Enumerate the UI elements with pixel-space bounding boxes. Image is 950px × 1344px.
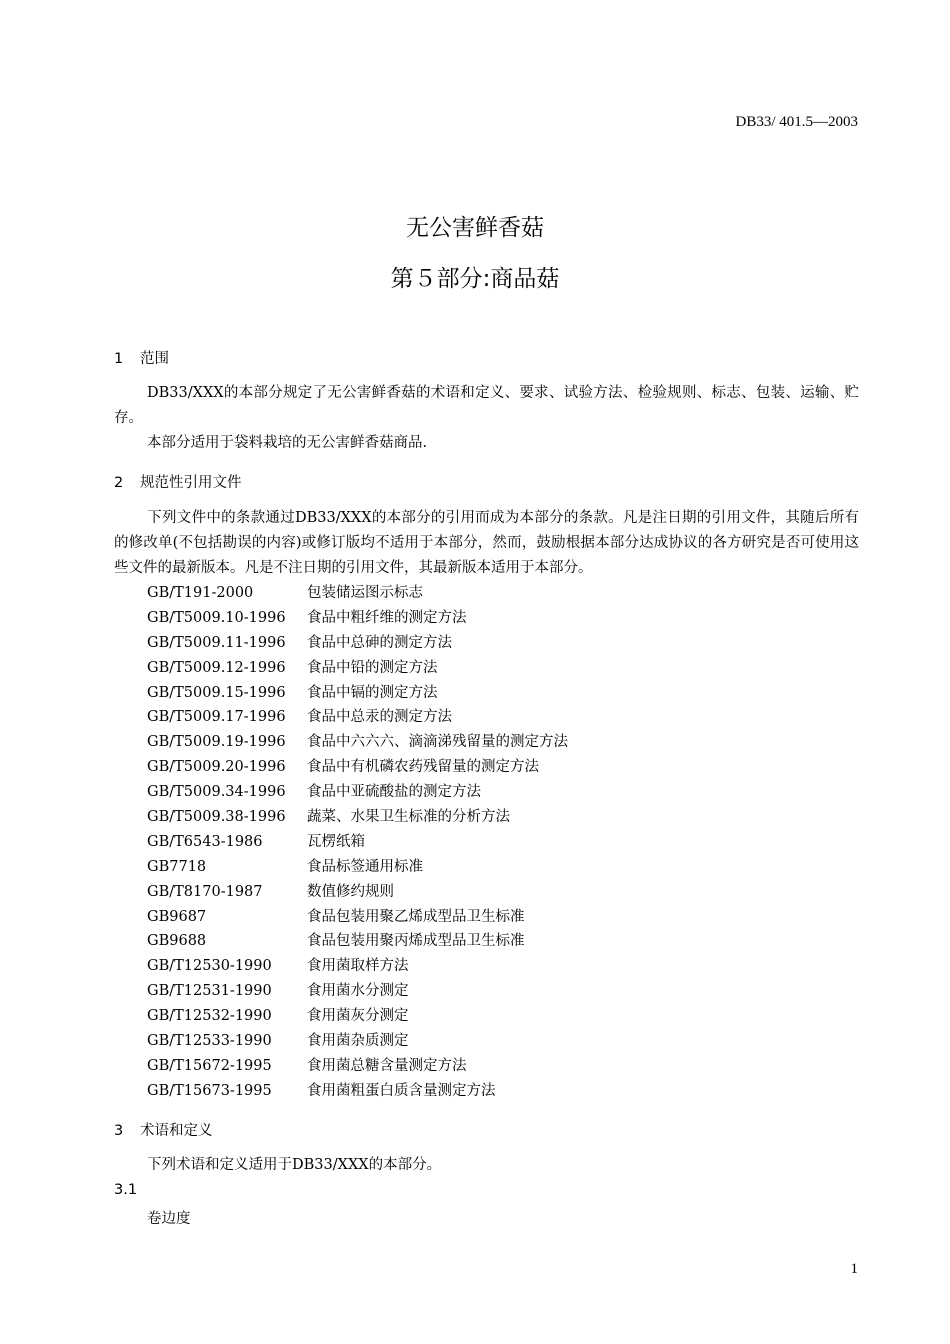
reference-item [147,705,568,730]
reference-item [147,681,568,706]
section-3-paragraph-1 [114,1153,859,1178]
reference-title: 瓦楞纸箱 [307,833,365,850]
reference-title: 数值修约规则 [307,883,394,900]
reference-code: GB/T5009.34-1996 [147,784,286,801]
reference-item [147,1029,568,1054]
paragraph-text: 下列文件中的条款通过DB33/XXX的本部分的引用而成为本部分的条款。凡是注日期的引用文件，其随后所有的修改单(不包括勘误的内容)或修订版均不适用于本部分，然而，鼓励根据本部分达成协议的各方研究是否可使用这些文件的最新版本。凡是不注日期的引用文件，其最新版本适用于本部分。 [114,510,859,576]
reference-title: 食品包装用聚乙烯成型品卫生标准 [307,908,525,925]
reference-title: 食用菌取样方法 [307,958,409,975]
reference-title: 食品中铅的测定方法 [307,659,438,676]
reference-title: 食用菌杂质测定 [307,1033,409,1050]
reference-code: GB/T5009.20-1996 [147,759,286,776]
section-title: 规范性引用文件 [140,475,242,491]
reference-item [147,805,568,830]
reference-code: GB/T8170-1987 [147,883,263,900]
reference-item [147,606,568,631]
reference-item [147,755,568,780]
section-3-heading [114,1119,213,1140]
reference-item [147,1079,568,1104]
reference-code: GB/T5009.15-1996 [147,684,286,701]
reference-code: GB/T15673-1995 [147,1082,272,1099]
reference-item [147,855,568,880]
section-1-paragraph-1 [114,381,859,431]
reference-item [147,656,568,681]
reference-code: GB7718 [147,858,207,875]
reference-item [147,905,568,930]
subsection-3-1-number: 3.1 [114,1182,138,1198]
reference-code: GB/T12530-1990 [147,958,272,975]
section-number: 2 [114,475,124,491]
reference-title: 食品中六六六、滴滴涕残留量的测定方法 [307,734,568,751]
reference-code: GB/T5009.10-1996 [147,609,286,626]
reference-code: GB/T15672-1995 [147,1057,272,1074]
reference-code: GB9687 [147,908,207,925]
reference-title: 食品中亚硫酸盐的测定方法 [307,784,481,801]
section-1-heading [114,347,169,368]
reference-title: 食用菌粗蛋白质含量测定方法 [307,1082,496,1099]
reference-item [147,929,568,954]
normative-references-list [147,581,568,1104]
paragraph-text: DB33/XXX的本部分规定了无公害鲜香菇的术语和定义、要求、试验方法、检验规则、标志、包装、运输、贮存。 [114,385,859,426]
reference-title: 食品中粗纤维的测定方法 [307,609,467,626]
reference-code: GB/T6543-1986 [147,833,263,850]
reference-item [147,730,568,755]
reference-title: 食用菌总糖含量测定方法 [307,1057,467,1074]
paragraph-text: 本部分适用于袋料栽培的无公害鲜香菇商品. [147,435,428,451]
reference-code: GB/T191-2000 [147,585,254,601]
reference-title: 食品标签通用标准 [307,858,423,875]
reference-item [147,631,568,656]
reference-title: 食用菌水分测定 [307,983,409,1000]
reference-item [147,581,568,606]
section-2-paragraph-1 [114,506,859,581]
reference-code: GB/T12532-1990 [147,1008,272,1025]
reference-item [147,979,568,1004]
reference-title: 食品中总砷的测定方法 [307,634,452,651]
reference-item [147,1004,568,1029]
reference-title: 食品包装用聚丙烯成型品卫生标准 [307,933,525,950]
reference-title: 蔬菜、水果卫生标准的分析方法 [307,809,510,826]
reference-code: GB/T5009.17-1996 [147,709,286,726]
reference-title: 包装储运图示标志 [307,585,423,601]
reference-code: GB/T5009.19-1996 [147,734,286,751]
reference-code: GB/T12531-1990 [147,983,272,1000]
reference-item [147,830,568,855]
reference-title: 食品中总汞的测定方法 [307,709,452,726]
reference-code: GB/T5009.38-1996 [147,809,286,826]
document-title: 无公害鲜香菇 [406,215,544,241]
reference-code: GB/T5009.12-1996 [147,659,286,676]
document-subtitle: 第５部分:商品菇 [390,266,560,292]
document-code: DB33/ 401.5—2003 [735,114,858,130]
reference-item [147,780,568,805]
section-1-paragraph-2 [114,431,859,456]
reference-title: 食用菌灰分测定 [307,1008,409,1025]
section-title: 范围 [140,351,169,367]
section-2-heading [114,471,242,492]
page-number: 1 [850,1261,858,1277]
section-number: 3 [114,1123,124,1139]
section-number: 1 [114,351,124,367]
reference-code: GB9688 [147,933,207,950]
paragraph-text: 下列术语和定义适用于DB33/XXX的本部分。 [147,1157,442,1173]
reference-item [147,954,568,979]
reference-code: GB/T5009.11-1996 [147,634,286,651]
term-title: 卷边度 [147,1211,191,1227]
reference-item [147,1054,568,1079]
reference-item [147,880,568,905]
reference-title: 食品中镉的测定方法 [307,684,438,701]
section-title: 术语和定义 [140,1123,213,1139]
reference-code: GB/T12533-1990 [147,1033,272,1050]
reference-title: 食品中有机磷农药残留量的测定方法 [307,759,539,776]
